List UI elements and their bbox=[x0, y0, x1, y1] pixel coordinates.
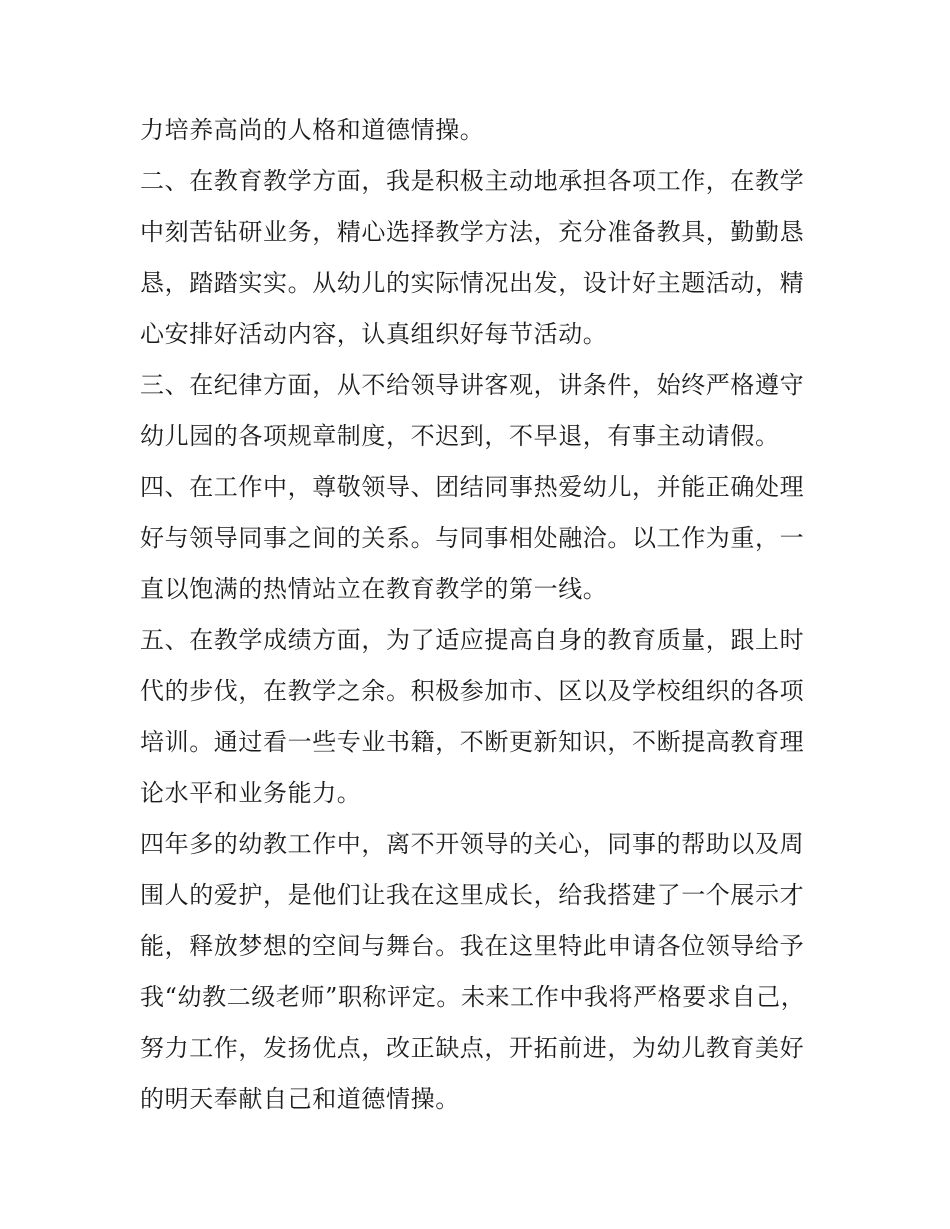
text-line: 中刻苦钻研业务，精心选择教学方法，充分准备教具，勤勤恳 bbox=[140, 218, 805, 246]
text-line: 幼儿园的各项规章制度，不迟到，不早退，有事主动请假。 bbox=[140, 422, 780, 450]
text-line: 围人的爱护，是他们让我在这里成长，给我搭建了一个展示才 bbox=[140, 881, 805, 909]
text-line: 的明天奉献自己和道德情操。 bbox=[140, 1085, 460, 1113]
text-line: 恳，踏踏实实。从幼儿的实际情况出发，设计好主题活动，精 bbox=[140, 269, 805, 297]
body-text bbox=[140, 105, 812, 1125]
text-line: 好与领导同事之间的关系。与同事相处融洽。以工作为重，一 bbox=[140, 524, 805, 552]
text-line: 力培养高尚的人格和道德情操。 bbox=[140, 116, 485, 144]
text-line: 四年多的幼教工作中，离不开领导的关心，同事的帮助以及周 bbox=[140, 830, 805, 858]
text-line: 五、在教学成绩方面，为了适应提高自身的教育质量，跟上时 bbox=[140, 626, 805, 654]
text-line: 心安排好活动内容，认真组织好每节活动。 bbox=[140, 320, 608, 348]
text-line: 二、在教育教学方面，我是积极主动地承担各项工作，在教学 bbox=[140, 167, 805, 195]
text-line: 直以饱满的热情站立在教育教学的第一线。 bbox=[140, 575, 608, 603]
text-line: 能，释放梦想的空间与舞台。我在这里特此申请各位领导给予 bbox=[140, 932, 805, 960]
text-line: 我“幼教二级老师”职称评定。未来工作中我将严格要求自己， bbox=[140, 983, 806, 1011]
text-line: 论水平和业务能力。 bbox=[140, 779, 362, 807]
text-line: 四、在工作中，尊敬领导、团结同事热爱幼儿，并能正确处理 bbox=[140, 473, 805, 501]
text-line: 代的步伐，在教学之余。积极参加市、区以及学校组织的各项 bbox=[140, 677, 805, 705]
text-line: 三、在纪律方面，从不给领导讲客观，讲条件，始终严格遵守 bbox=[140, 371, 805, 399]
text-line: 努力工作，发扬优点，改正缺点，开拓前进，为幼儿教育美好 bbox=[140, 1034, 805, 1062]
text-line: 培训。通过看一些专业书籍，不断更新知识，不断提高教育理 bbox=[140, 728, 805, 756]
